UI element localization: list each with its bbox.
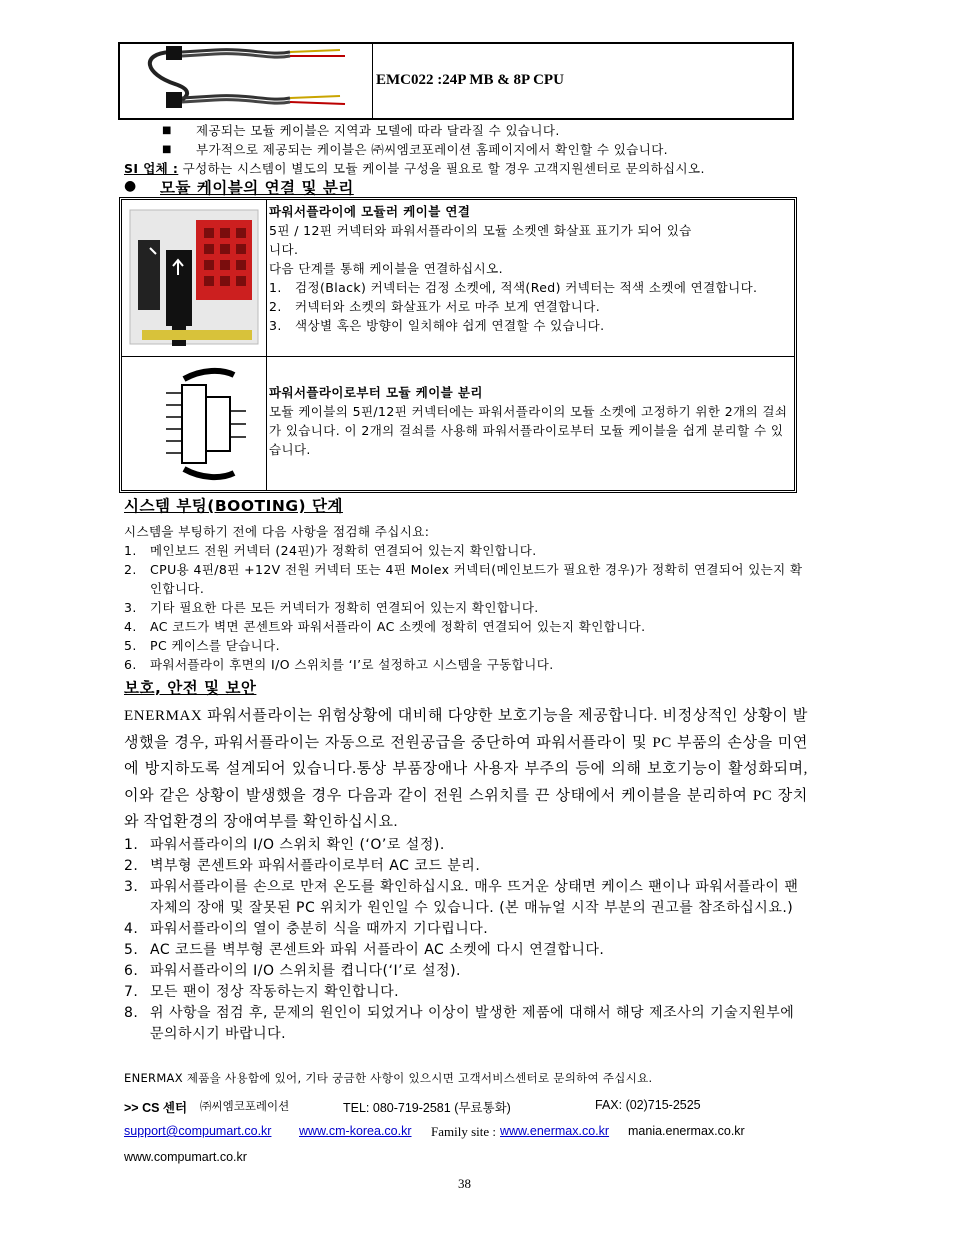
- protection-step: 7. 모든 팬이 정상 작동하는지 확인합니다.: [124, 984, 400, 1000]
- protection-steps: [124, 835, 808, 1045]
- email-link[interactable]: support@compumart.co.kr: [124, 1124, 272, 1138]
- protection-title: 보호, 안전 및 보안: [124, 679, 257, 697]
- socket-image: [122, 200, 267, 356]
- protection-step: 8. 위 사항을 점검 후, 문제의 원인이 되었거나 이상이 발생한 제품에 대해서 해당 제조사의 기술지원부에 문의하시기 바랍니다.: [124, 1005, 795, 1042]
- module-table: [119, 197, 797, 493]
- connect-line: 5핀 / 12핀 커넥터와 파워서플라이의 모듈 소켓엔 화살표 표기가 되어 있습: [269, 223, 692, 238]
- notes: [124, 121, 824, 178]
- disconnect-paragraph: 모듈 케이블의 5핀/12핀 커넥터에는 파워서플라이의 모듈 소켓에 고정하기 위한 2개의 걸쇠가 있습니다. 이 2개의 걸쇠를 사용해 파워서플라이로부터 모듈 케이블을 쉽게 분리할 수 있습니다.: [269, 404, 788, 457]
- connect-step: 2. 커넥터와 소켓의 화살표가 서로 마주 보게 연결합니다.: [269, 299, 601, 314]
- si-label: SI 업체 :: [124, 161, 179, 176]
- si-text: 구성하는 시스템이 별도의 모듈 케이블 구성을 필요로 할 경우 고객지원센터로 문의하십시오.: [178, 161, 705, 176]
- booting-step: 5. PC 케이스를 닫습니다.: [124, 638, 280, 653]
- site1-wrap: [299, 1124, 412, 1138]
- module-section-title: 모듈 케이블의 연결 및 분리: [160, 179, 354, 197]
- protection-step: 3. 파워서플라이를 손으로 만져 온도를 확인하십시요. 매우 뜨거운 상태면 케이스 팬이나 파워서플라이 팬 자체의 장애 및 잘못된 PC 위치가 원인일 수 있습니다. (본 매뉴얼 시작 부분의 권고를 참조하십시요.): [124, 879, 799, 916]
- cm-korea-link[interactable]: www.cm-korea.co.kr: [299, 1124, 412, 1138]
- protection-step: 2. 벽부형 콘센트와 파워서플라이로부터 AC 코드 분리.: [124, 858, 481, 874]
- page-number: 38: [458, 1176, 471, 1191]
- cable-label: EMC022 :24P MB & 8P CPU: [376, 72, 564, 88]
- enermax-link[interactable]: www.enermax.co.kr: [500, 1124, 610, 1138]
- mania-site: mania.enermax.co.kr: [628, 1124, 745, 1138]
- footer-note: ENERMAX 제품을 사용함에 있어, 기타 궁금한 사항이 있으시면 고객서비스센터로 문의하여 주십시요.: [124, 1071, 653, 1085]
- connect-text: [269, 202, 788, 335]
- cs-label: >> CS 센터: [124, 1101, 188, 1115]
- booting-step: 3. 기타 필요한 다른 모든 커넥터가 정확히 연결되어 있는지 확인합니다.: [124, 600, 539, 615]
- tel: TEL: 080-719-2581 (무료통화): [343, 1101, 511, 1115]
- protection-step: 4. 파워서플라이의 열이 충분히 식을 때까지 기다립니다.: [124, 921, 489, 937]
- connect-step: 1. 검정(Black) 커넥터는 검정 소켓에, 적색(Red) 커넥터는 적색 소켓에 연결합니다.: [269, 280, 758, 295]
- booting-step: 1. 메인보드 전원 커넥터 (24핀)가 정확히 연결되어 있는지 확인합니다.: [124, 543, 537, 558]
- cable-image: [120, 44, 373, 118]
- booting-step: 4. AC 코드가 벽면 콘센트와 파워서플라이 AC 소켓에 정확히 연결되어 있는지 확인합니다.: [124, 619, 646, 634]
- disconnect-row: [122, 357, 794, 490]
- bullet-dot-icon: ●: [124, 178, 137, 194]
- connect-step: 3. 색상별 혹은 방향이 일치해야 쉽게 연결할 수 있습니다.: [269, 318, 605, 333]
- cable-label-cell: [374, 44, 792, 118]
- fax: FAX: (02)715-2525: [595, 1098, 701, 1112]
- compumart-site: www.compumart.co.kr: [124, 1150, 247, 1164]
- connect-heading: 파워서플라이에 모듈러 케이블 연결: [269, 204, 471, 219]
- connector-latch-image: [122, 357, 267, 490]
- disconnect-text: [269, 383, 788, 459]
- booting-step: 6. 파워서플라이 후면의 I/O 스위치를 ‘I’로 설정하고 시스템을 구동합니다.: [124, 657, 554, 672]
- protection-step: 6. 파워서플라이의 I/O 스위치를 켭니다(‘I’로 설정).: [124, 963, 461, 979]
- connect-row: [122, 200, 794, 357]
- protection-step: 1. 파워서플라이의 I/O 스위치 확인 (‘O’로 설정).: [124, 837, 445, 853]
- links-row: [124, 1124, 271, 1138]
- disconnect-heading: 파워서플라이로부터 모듈 케이블 분리: [269, 385, 483, 400]
- note-item: ■ 제공되는 모듈 케이블은 지역과 모델에 따라 달라질 수 있습니다.: [124, 121, 824, 140]
- protection-step: 5. AC 코드를 벽부형 콘센트와 파워 서플라이 AC 소켓에 다시 연결합니다.: [124, 942, 605, 958]
- booting-steps: [124, 522, 812, 674]
- note-item: ■ 부가적으로 제공되는 케이블은 ㈜씨엠코포레이션 홈페이지에서 확인할 수 있습니다.: [124, 140, 824, 159]
- company-name: ㈜씨엠코포레이션: [200, 1099, 290, 1113]
- booting-title: 시스템 부팅(BOOTING) 단계: [124, 497, 343, 515]
- connect-line: 니다.: [269, 242, 299, 257]
- connect-line: 다음 단계를 통해 케이블을 연결하십시오.: [269, 261, 503, 276]
- protection-paragraph: ENERMAX 파워서플라이는 위험상황에 대비해 다양한 보호기능을 제공합니다. 비정상적인 상황이 발생했을 경우, 파워서플라이는 자동으로 전원공급을 중단하여 파워서플라이 및 PC 부품의 손상을 미연에 방지하도록 설계되어 있습니다.통상 부품장애나 사용자 부주의 등에 의해 보호기능이 활성화되며, 이와 같은 상황이 발생했을 경우 다음과 같이 전원 스위치를 끈 상태에서 케이블을 분리하여 PC 장치와 작업환경의 장애여부를 확인하십시요.: [124, 708, 808, 830]
- family-site-label: Family site :: [431, 1124, 496, 1139]
- booting-intro: 시스템을 부팅하기 전에 다음 사항을 점검해 주십시요:: [124, 524, 430, 539]
- site2-wrap: [500, 1124, 609, 1138]
- booting-step: 2. CPU용 4핀/8핀 +12V 전원 커넥터 또는 4핀 Molex 커넥터(메인보드가 필요한 경우)가 정확히 연결되어 있는지 확인합니다.: [124, 562, 803, 596]
- cable-table: [118, 42, 794, 120]
